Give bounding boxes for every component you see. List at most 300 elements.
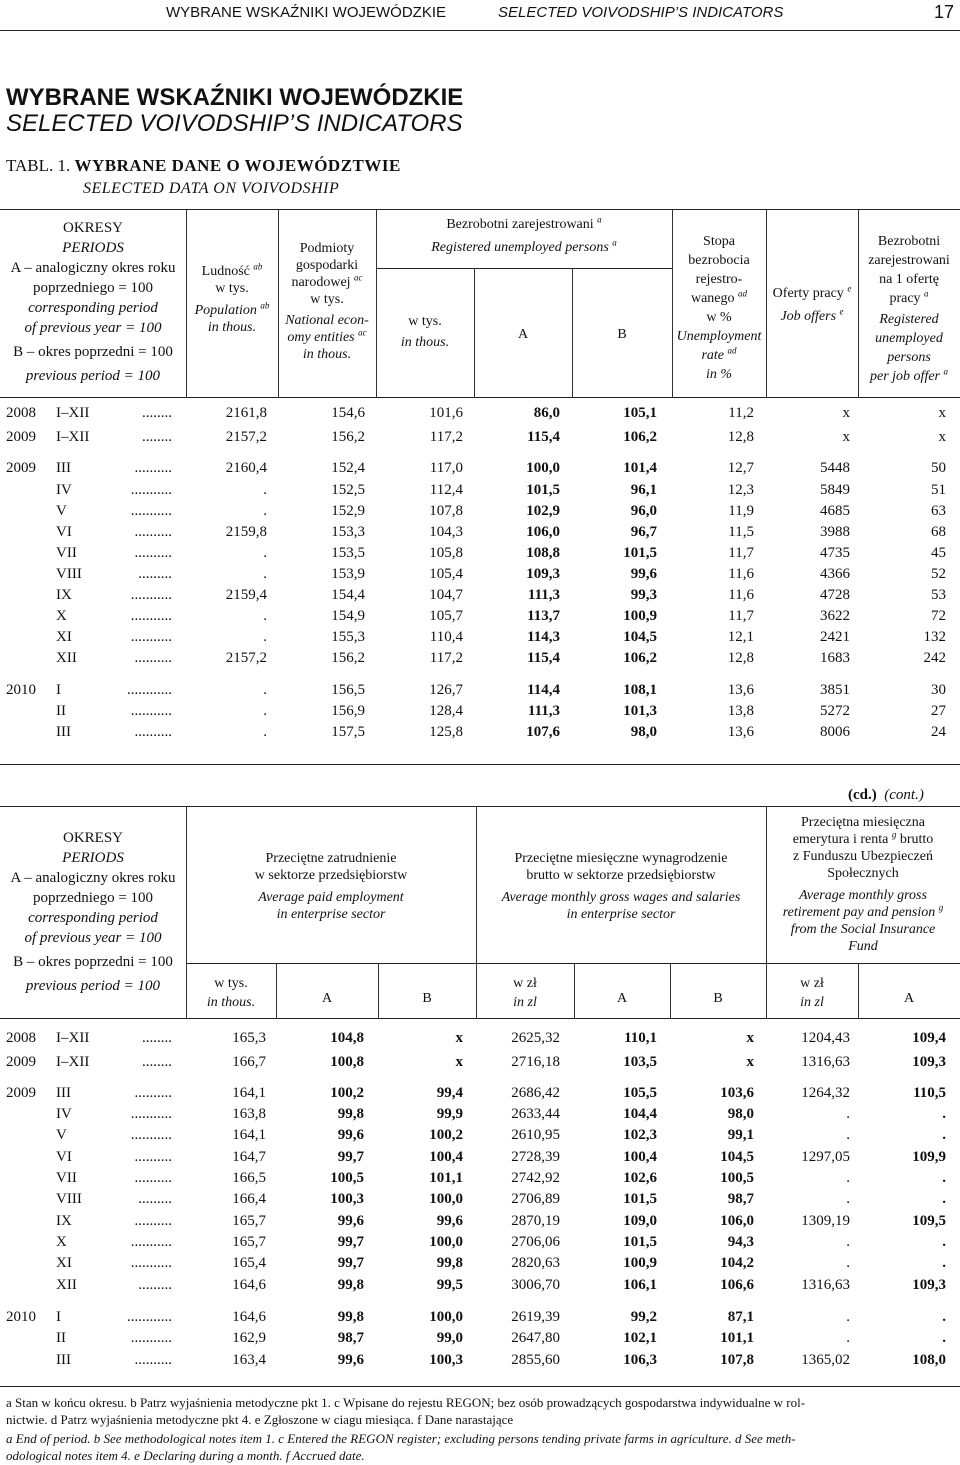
table-cell: . — [942, 1106, 946, 1122]
table-row — [0, 545, 960, 567]
table-cell: . — [942, 1191, 946, 1207]
table-cell: 50 — [931, 460, 946, 476]
row-year: 2010 — [6, 682, 36, 698]
table-cell: 99,8 — [436, 1255, 463, 1271]
table-cell: 2870,19 — [511, 1213, 560, 1229]
offers-header: Oferty pracy $^e$ Job offers $^e$ — [772, 283, 852, 324]
table-cell: x — [746, 1054, 754, 1070]
row-year: 2009 — [6, 1085, 36, 1101]
table-cell: 109,3 — [912, 1277, 946, 1293]
table-cell: x — [842, 429, 850, 445]
table-cell: 99,6 — [337, 1213, 364, 1229]
table-cell: x — [455, 1054, 463, 1070]
table-row — [0, 724, 960, 746]
table-cell: 2633,44 — [511, 1106, 560, 1122]
table-row — [0, 1191, 960, 1213]
table-cell: 5272 — [820, 703, 850, 719]
row-period: V — [56, 1127, 67, 1143]
wages-header: Przeciętne miesięczne wynagrodzenie brutto w sektorze przedsiębiorstw Average monthly gross wages and salaries in enterprise sector — [501, 851, 741, 922]
table-cell: . — [263, 682, 267, 698]
row-leader-dots: .......... — [134, 724, 172, 740]
unemployed-header: Bezrobotni zarejestrowani $^a$ Registered unemployed persons $^a$ — [431, 214, 617, 255]
row-leader-dots: ......... — [138, 1277, 172, 1293]
row-period: III — [56, 724, 71, 740]
table-cell: 107,8 — [429, 503, 463, 519]
table-cell: 100,9 — [623, 1255, 657, 1271]
table-cell: 2610,95 — [511, 1127, 560, 1143]
table-cell: 100,0 — [526, 460, 560, 476]
table-cell: 13,8 — [727, 703, 754, 719]
table-cell: 13,6 — [727, 682, 754, 698]
table-cell: 100,0 — [429, 1191, 463, 1207]
table-cell: 117,2 — [429, 429, 463, 445]
table-cell: . — [942, 1309, 946, 1325]
table-cell: 5849 — [820, 482, 850, 498]
table-row — [0, 1277, 960, 1299]
row-period: I — [56, 1309, 61, 1325]
table-cell: 100,0 — [429, 1309, 463, 1325]
table-cell: 1683 — [820, 650, 850, 666]
row-leader-dots: ........... — [130, 1106, 172, 1122]
row-period: XI — [56, 1255, 72, 1271]
table-cell: 99,6 — [436, 1213, 463, 1229]
table-cell: 96,7 — [630, 524, 657, 540]
table-cell: 2157,2 — [225, 429, 267, 445]
table-cell: x — [455, 1030, 463, 1046]
table-cell: 2625,32 — [511, 1030, 560, 1046]
table-cell: 153,5 — [331, 545, 365, 561]
row-leader-dots: .......... — [134, 460, 172, 476]
running-header-right: SELECTED VOIVODSHIP’S INDICATORS — [498, 4, 784, 21]
table-cell: 152,5 — [331, 482, 365, 498]
table-row — [0, 482, 960, 504]
table-cell: 111,3 — [527, 703, 560, 719]
table-cell: 99,8 — [337, 1106, 364, 1122]
table-cell: 107,6 — [526, 724, 560, 740]
table-cell: 109,0 — [623, 1213, 657, 1229]
row-period: XII — [56, 1277, 77, 1293]
table-cell: 109,4 — [912, 1030, 946, 1046]
table-row — [0, 460, 960, 482]
per-offer-header: Bezrobotni zarejestrowani na 1 ofertę pracy $^a$ Registered unemployed persons per job offer $^a$ — [868, 234, 950, 384]
table-cell: 11,5 — [728, 524, 754, 540]
table-row — [0, 1309, 960, 1331]
table-cell: 87,1 — [727, 1309, 754, 1325]
table-cell: 2742,92 — [511, 1170, 560, 1186]
employment-header: Przeciętne zatrudnienie w sektorze przedsiębiorstw Average paid employment in enterprise sector — [254, 851, 408, 922]
table-cell: 27 — [931, 703, 946, 719]
table-cell: 105,1 — [623, 405, 657, 421]
table-cell: 101,5 — [623, 545, 657, 561]
table-cell: . — [846, 1255, 850, 1271]
row-leader-dots: ........ — [142, 1054, 172, 1070]
table-cell: 2421 — [820, 629, 850, 645]
table-cell: 1264,32 — [801, 1085, 850, 1101]
row-period: VII — [56, 1170, 77, 1186]
table-row — [0, 650, 960, 672]
table-cell: 30 — [931, 682, 946, 698]
table-cell: 3851 — [820, 682, 850, 698]
table-cell: 2728,39 — [511, 1149, 560, 1165]
table-cell: 156,9 — [331, 703, 365, 719]
table-cell: 165,7 — [232, 1234, 266, 1250]
table-cell: 96,0 — [630, 503, 657, 519]
table-row — [0, 1352, 960, 1374]
table-row — [0, 1085, 960, 1107]
table-cell: 100,8 — [330, 1054, 364, 1070]
table-cell: 162,9 — [232, 1330, 266, 1346]
table-cell: 164,7 — [232, 1149, 266, 1165]
row-leader-dots: ........... — [130, 1127, 172, 1143]
table-cell: 2159,8 — [225, 524, 267, 540]
table-cell: 109,3 — [526, 566, 560, 582]
row-leader-dots: ........... — [130, 1255, 172, 1271]
row-year: 2009 — [6, 1054, 36, 1070]
table-cell: 101,1 — [429, 1170, 463, 1186]
table-cell: 105,5 — [623, 1085, 657, 1101]
table-row — [0, 629, 960, 651]
table-cell: . — [942, 1330, 946, 1346]
unemployed-thous-header: w tys. in thous. — [400, 314, 450, 350]
table-cell: 12,8 — [727, 650, 754, 666]
wages-B: B — [713, 991, 723, 1006]
table-cell: x — [938, 429, 946, 445]
table-cell: 106,3 — [623, 1352, 657, 1368]
table-cell: 111,3 — [527, 587, 560, 603]
table-cell: 155,3 — [331, 629, 365, 645]
table-row — [0, 682, 960, 704]
table-cell: x — [746, 1030, 754, 1046]
table-cell: 12,1 — [727, 629, 754, 645]
table-cell: 11,7 — [728, 545, 754, 561]
row-leader-dots: ........ — [142, 429, 172, 445]
table-cell: 11,9 — [728, 503, 754, 519]
table-cell: 126,7 — [429, 682, 463, 698]
table-cell: 106,2 — [623, 429, 657, 445]
table-cell: . — [846, 1106, 850, 1122]
row-period: XII — [56, 650, 77, 666]
table-cell: 102,9 — [526, 503, 560, 519]
table1-bottom-rule — [0, 764, 960, 765]
row-period: III — [56, 1352, 71, 1368]
population-header: Ludność $^{ab}$ w tys. Population $^{ab}$ in thous. — [194, 261, 270, 335]
table-title-pl-text: WYBRANE DANE O WOJEWÓDZTWIE — [74, 156, 401, 175]
running-header-left: WYBRANE WSKAŹNIKI WOJEWÓDZKIE — [166, 4, 447, 21]
table-cell: 99,5 — [436, 1277, 463, 1293]
employment-A: A — [321, 991, 333, 1006]
table-cell: 99,8 — [337, 1277, 364, 1293]
row-period: VII — [56, 545, 77, 561]
table-cell: 8006 — [820, 724, 850, 740]
row-period: VI — [56, 1149, 72, 1165]
table-cell: 101,3 — [623, 703, 657, 719]
table-cell: . — [263, 503, 267, 519]
table-cell: 107,8 — [720, 1352, 754, 1368]
table-cell: 104,4 — [623, 1106, 657, 1122]
stub-header-2: OKRESY PERIODS A – analogiczny okres roku poprzedniego = 100 corresponding period of previous year = 100 B – okres poprzedni = 100 previous period = 100 — [10, 830, 176, 994]
row-year: 2008 — [6, 405, 36, 421]
table-row — [0, 1330, 960, 1352]
table-cell: 2706,06 — [511, 1234, 560, 1250]
table-cell: 99,6 — [337, 1352, 364, 1368]
table-cell: 100,9 — [623, 608, 657, 624]
table-row — [0, 608, 960, 630]
table-cell: 99,7 — [337, 1149, 364, 1165]
table-cell: 104,7 — [429, 587, 463, 603]
table-cell: . — [846, 1330, 850, 1346]
table-cell: . — [942, 1255, 946, 1271]
table-cell: 105,7 — [429, 608, 463, 624]
row-leader-dots: .......... — [134, 524, 172, 540]
row-period: I–XII — [56, 405, 90, 421]
table-cell: 86,0 — [533, 405, 560, 421]
row-leader-dots: ............ — [127, 682, 172, 698]
table1-header-rule — [0, 397, 960, 398]
row-leader-dots: ........... — [130, 482, 172, 498]
table-cell: 2160,4 — [225, 460, 267, 476]
footnotes-en: a End of period. b See methodological notes item 1. c Entered the REGON register; excluding persons tending private farms in agriculture. d See meth- odological notes item 4. e Declaring during a month. f Accrued date. — [6, 1431, 796, 1463]
row-period: X — [56, 608, 67, 624]
table-cell: 99,3 — [630, 587, 657, 603]
table-cell: 11,6 — [728, 587, 754, 603]
table-row — [0, 587, 960, 609]
table-cell: . — [942, 1170, 946, 1186]
wages-unit: w zł in zl — [513, 976, 537, 1010]
entities-header: Podmioty gospodarki narodowej $^{ac}$ w tys. National econ- omy entities $^{ac}$ in thous. — [285, 241, 369, 362]
table-cell: 108,1 — [623, 682, 657, 698]
table-cell: 24 — [931, 724, 946, 740]
row-leader-dots: .......... — [134, 1085, 172, 1101]
table-cell: 153,3 — [331, 524, 365, 540]
table-cell: 99,2 — [630, 1309, 657, 1325]
table-row — [0, 1213, 960, 1235]
table-cell: x — [842, 405, 850, 421]
table-cell: 104,5 — [720, 1149, 754, 1165]
table-cell: 102,3 — [623, 1127, 657, 1143]
row-leader-dots: ........... — [130, 608, 172, 624]
table-cell: 4366 — [820, 566, 850, 582]
table-cell: 51 — [931, 482, 946, 498]
table-cell: 2716,18 — [511, 1054, 560, 1070]
row-period: I–XII — [56, 1030, 90, 1046]
table-cell: 72 — [931, 608, 946, 624]
table-cell: 63 — [931, 503, 946, 519]
table-row — [0, 524, 960, 546]
row-period: I–XII — [56, 429, 90, 445]
table-cell: 99,8 — [337, 1309, 364, 1325]
table-cell: 2159,4 — [225, 587, 267, 603]
table-cell: . — [846, 1234, 850, 1250]
table-cell: 105,8 — [429, 545, 463, 561]
row-period: III — [56, 1085, 71, 1101]
table-row — [0, 1054, 960, 1076]
table-cell: 2820,63 — [511, 1255, 560, 1271]
row-leader-dots: .......... — [134, 1149, 172, 1165]
table2-header-rule — [0, 1018, 960, 1019]
row-leader-dots: .......... — [134, 1352, 172, 1368]
table1-top-rule — [0, 209, 960, 210]
table-cell: 114,3 — [527, 629, 560, 645]
table-cell: . — [846, 1191, 850, 1207]
rate-header: Stopa bezrobocia rejestro- wanego $^{ad}$ w % Unemployment rate $^{ad}$ in % — [676, 234, 762, 382]
table-cell: . — [263, 566, 267, 582]
row-period: VIII — [56, 1191, 82, 1207]
employment-unit: w tys. in thous. — [206, 976, 256, 1010]
table-cell: 164,1 — [232, 1085, 266, 1101]
row-period: VI — [56, 524, 72, 540]
table-cell: . — [263, 545, 267, 561]
table-cell: 132 — [923, 629, 946, 645]
row-period: I–XII — [56, 1054, 90, 1070]
row-period: II — [56, 703, 66, 719]
table-cell: 109,5 — [912, 1213, 946, 1229]
table-cell: 114,4 — [527, 682, 560, 698]
table-cell: x — [938, 405, 946, 421]
table-cell: . — [263, 724, 267, 740]
table-cell: 96,1 — [630, 482, 657, 498]
table-cell: 104,2 — [720, 1255, 754, 1271]
employment-B: B — [422, 991, 432, 1006]
table-cell: 154,4 — [331, 587, 365, 603]
row-leader-dots: ......... — [138, 566, 172, 582]
unemployed-A-header: A — [517, 327, 529, 342]
table-cell: 106,2 — [623, 650, 657, 666]
running-header — [0, 4, 960, 24]
table-row — [0, 503, 960, 525]
table-cell: 101,4 — [623, 460, 657, 476]
row-period: VIII — [56, 566, 82, 582]
table-cell: 98,7 — [727, 1191, 754, 1207]
section-title-pl: WYBRANE WSKAŹNIKI WOJEWÓDZKIE — [6, 84, 464, 111]
table-cell: 1365,02 — [801, 1352, 850, 1368]
table-cell: 117,0 — [429, 460, 463, 476]
table-cell: 165,3 — [232, 1030, 266, 1046]
table-cell: 108,0 — [912, 1352, 946, 1368]
row-period: I — [56, 682, 61, 698]
row-leader-dots: ............ — [127, 1309, 172, 1325]
table-cell: 112,4 — [429, 482, 463, 498]
table-cell: 1316,63 — [801, 1054, 850, 1070]
table-cell: 103,5 — [623, 1054, 657, 1070]
table-row — [0, 1149, 960, 1171]
row-period: X — [56, 1234, 67, 1250]
table-cell: 1204,43 — [801, 1030, 850, 1046]
unemployed-B-header: B — [617, 327, 627, 342]
table-row — [0, 1127, 960, 1149]
table-cell: 106,1 — [623, 1277, 657, 1293]
table-cell: 99,4 — [436, 1085, 463, 1101]
table-cell: . — [846, 1170, 850, 1186]
table-cell: 99,7 — [337, 1234, 364, 1250]
row-leader-dots: ........... — [130, 587, 172, 603]
table-cell: 2161,8 — [225, 405, 267, 421]
table-cell: 12,7 — [727, 460, 754, 476]
table-cell: . — [942, 1234, 946, 1250]
pension-unit: w zł in zl — [800, 976, 824, 1010]
table-cell: 12,8 — [727, 429, 754, 445]
table-cell: 156,2 — [331, 650, 365, 666]
row-period: IV — [56, 482, 72, 498]
table-cell: 99,6 — [337, 1127, 364, 1143]
table-cell: 113,7 — [527, 608, 560, 624]
table-row — [0, 1030, 960, 1052]
table-cell: 13,6 — [727, 724, 754, 740]
table-cell: 164,6 — [232, 1309, 266, 1325]
row-leader-dots: ........... — [130, 1234, 172, 1250]
table-cell: 166,7 — [232, 1054, 266, 1070]
table-cell: 94,3 — [727, 1234, 754, 1250]
pension-header: Przeciętna miesięczna emerytura i renta $^g$ brutto z Funduszu Ubezpieczeń Społecznych Average monthly gross retirement pay and pension $^g$ from the Social Insurance Fund — [782, 815, 944, 954]
table-cell: 117,2 — [429, 650, 463, 666]
table2-top-rule — [0, 806, 960, 807]
table-cell: 100,3 — [330, 1191, 364, 1207]
table-cell: 242 — [923, 650, 946, 666]
table-cell: 163,8 — [232, 1106, 266, 1122]
table-cell: 101,5 — [526, 482, 560, 498]
table-row — [0, 1255, 960, 1277]
table-cell: 3622 — [820, 608, 850, 624]
stub-header: OKRESY PERIODS A – analogiczny okres roku poprzedniego = 100 corresponding period of previous year = 100 B – okres poprzedni = 100 previous period = 100 — [10, 220, 176, 384]
table-cell: 125,8 — [429, 724, 463, 740]
table-row — [0, 429, 960, 451]
table-cell: 100,5 — [330, 1170, 364, 1186]
table-cell: 110,5 — [913, 1085, 946, 1101]
table-cell: 102,6 — [623, 1170, 657, 1186]
table-cell: 109,3 — [912, 1054, 946, 1070]
table-cell: 1309,19 — [801, 1213, 850, 1229]
table-cell: 52 — [931, 566, 946, 582]
table-cell: 1297,05 — [801, 1149, 850, 1165]
footnotes-pl: a Stan w końcu okresu. b Patrz wyjaśnienia metodyczne pkt 1. c Wpisane do rejestu REGON; bez osób prowadzących gospodarstwa indywidualne w rol- nictwie. d Patrz wyjaśnienia metodyczne pkt 4. e Zgłoszone w ciagu miesiąca. f Dane narastające — [6, 1395, 806, 1427]
table-cell: 98,7 — [337, 1330, 364, 1346]
table-title-pl — [6, 156, 401, 176]
table-cell: 101,5 — [623, 1234, 657, 1250]
table-row — [0, 1170, 960, 1192]
table-cell: 5448 — [820, 460, 850, 476]
table-cell: 165,7 — [232, 1213, 266, 1229]
table-cell: 100,4 — [623, 1149, 657, 1165]
table-row — [0, 1234, 960, 1256]
table-cell: 100,0 — [429, 1234, 463, 1250]
row-leader-dots: ........... — [130, 703, 172, 719]
table-cell: 12,3 — [727, 482, 754, 498]
row-year: 2008 — [6, 1030, 36, 1046]
table-cell: 4735 — [820, 545, 850, 561]
table-cell: . — [942, 1127, 946, 1143]
table-cell: 101,5 — [623, 1191, 657, 1207]
table-cell: . — [846, 1309, 850, 1325]
table-cell: 164,1 — [232, 1127, 266, 1143]
table-cell: 98,0 — [727, 1106, 754, 1122]
table-cell: 166,5 — [232, 1170, 266, 1186]
table-cell: 11,6 — [728, 566, 754, 582]
table-cell: . — [263, 629, 267, 645]
table-cell: 153,9 — [331, 566, 365, 582]
table-cell: 11,7 — [728, 608, 754, 624]
row-period: IX — [56, 1213, 72, 1229]
table-cell: 99,0 — [436, 1330, 463, 1346]
table-cell: 115,4 — [527, 650, 560, 666]
table-cell: 2686,42 — [511, 1085, 560, 1101]
table-cell: 2157,2 — [225, 650, 267, 666]
table-cell: 45 — [931, 545, 946, 561]
table-cell: . — [846, 1127, 850, 1143]
table-cell: 164,6 — [232, 1277, 266, 1293]
pension-A: A — [903, 991, 915, 1006]
wages-A: A — [616, 991, 628, 1006]
row-leader-dots: ........ — [142, 405, 172, 421]
table-cell: 156,5 — [331, 682, 365, 698]
